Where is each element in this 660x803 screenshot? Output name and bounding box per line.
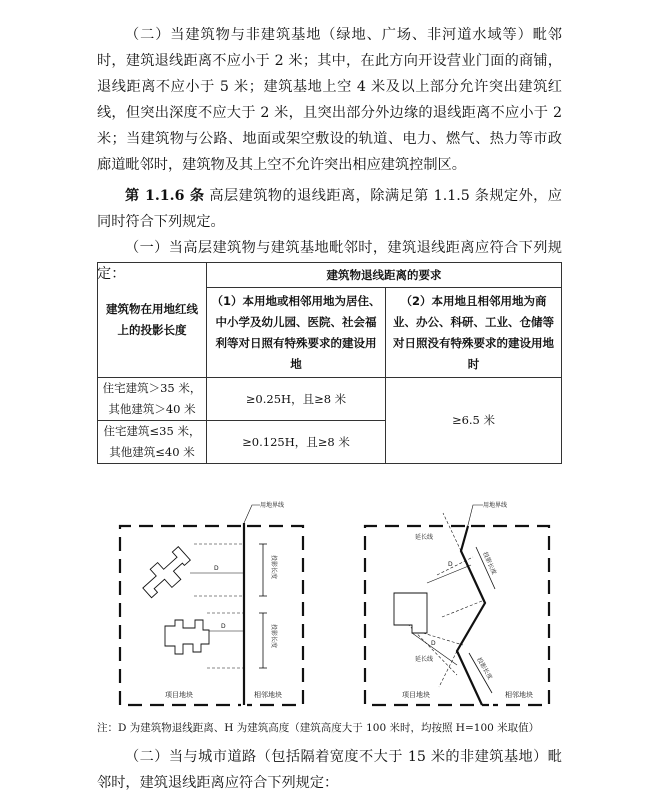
- table-row-label-tall: [98, 378, 207, 421]
- neighbor-block-boundary: [247, 526, 303, 705]
- projection-line: [423, 633, 463, 645]
- table-header-non-sunlight-sensitive: （2）本用地且相邻用地为商业、办公、科研、工业、仓储等对日照没有特殊要求的建设用地时: [386, 288, 562, 378]
- table-header-requirements: 建筑物退线距离的要求: [207, 263, 562, 288]
- paragraph-adjacent-road: （二）当与城市道路（包括隔着宽度不大于 15 米的非建筑基地）毗邻时，建筑退线距离应符合下列规定：: [97, 749, 562, 791]
- table-row-label-short: [98, 421, 207, 464]
- projection-length-label: 投影长度: [270, 624, 277, 649]
- neighbor-block-label: 相邻地块: [505, 691, 533, 699]
- table-cell-short-sunlight: ≥0.125H，且≥8 米: [207, 421, 386, 464]
- projection-line: [442, 601, 482, 617]
- boundary-label: 用地界线: [483, 502, 508, 509]
- land-boundary-line: [457, 526, 485, 705]
- setback-diagram: [97, 493, 567, 719]
- distance-label: D: [448, 561, 453, 568]
- neighbor-block-label: 相邻地块: [254, 691, 282, 699]
- project-block-label: 项目地块: [402, 691, 430, 699]
- article-number: 第 1.1.6 条: [125, 188, 205, 204]
- distance-label: D: [431, 640, 436, 647]
- extension-line-label: 延长线: [415, 534, 434, 541]
- extension-line: [439, 651, 457, 687]
- row-label-other: 其他建筑＞40 米: [108, 402, 196, 416]
- setback-diagram-svg: [97, 493, 567, 715]
- setback-requirements-table: [97, 262, 562, 464]
- building-footprint: [394, 593, 427, 633]
- figure-caption: 注：D 为建筑物退线距离、H 为建筑高度（建筑高度大于 100 米时，均按照 H=100 米取值）: [97, 722, 540, 734]
- paragraph-adjacent-building-land: （一）当高层建筑物与建筑基地毗邻时，建筑退线距离应符合下列规定：: [97, 240, 562, 282]
- row-label-other: 其他建筑≤40 米: [109, 445, 195, 459]
- table-header-projection-length: 建筑物在用地红线上的投影长度: [98, 263, 207, 378]
- row-label-residential: 住宅建筑≤35 米，: [103, 424, 201, 438]
- article-1-1-6: [97, 183, 562, 235]
- table-header-sunlight-sensitive: （1）本用地或相邻用地为居住、中小学及幼儿园、医院、社会福利等对日照有特殊要求的建设用地: [207, 288, 386, 378]
- table-cell-non-sunlight: ≥6.5 米: [386, 378, 562, 464]
- extension-line: [443, 513, 461, 551]
- projection-length-label: 投影长度: [270, 555, 277, 580]
- row-label-residential: 住宅建筑＞35 米，: [102, 381, 202, 395]
- project-block-label: 项目地块: [165, 691, 193, 699]
- boundary-label: 用地界线: [260, 502, 285, 509]
- article-text: 高层建筑物的退线距离，除满足第 1.1.5 条规定外，应同时符合下列规定。: [97, 188, 562, 230]
- projection-length-label: 投影长度: [475, 656, 494, 681]
- table-cell-tall-sunlight: ≥0.25H，且≥8 米: [207, 378, 386, 421]
- distance-label: D: [221, 623, 226, 630]
- paragraph-non-building-land: （二）当建筑物与非建筑基地（绿地、广场、非河道水域等）毗邻时，建筑退线距离不应小于 2 米；其中，在此方向开设营业门面的商铺，退线距离不应小于 5 米；建筑基地上空 4 米及以上部分允许突出建筑红线，但突出深度不应大于 2 米，且突出部分外边缘的退线距离不应小于 2 米；当建筑物与公路、地面或架空敷设的轨道、电力、燃气、热力等市政廊道毗邻时，建筑物及其上空不允许突出相应建筑控制区。: [97, 27, 562, 173]
- boundary-leader: [244, 505, 260, 523]
- diagram-left: [120, 505, 303, 705]
- building-footprint-bottom: [165, 620, 209, 654]
- building-footprint-top: [137, 545, 196, 602]
- projection-length-label: 投影长度: [481, 550, 498, 576]
- diagram-right: [365, 505, 549, 705]
- diagram-left-labels: [165, 501, 284, 699]
- distance-label: D: [214, 565, 219, 572]
- extension-line-label: 延长线: [415, 656, 434, 663]
